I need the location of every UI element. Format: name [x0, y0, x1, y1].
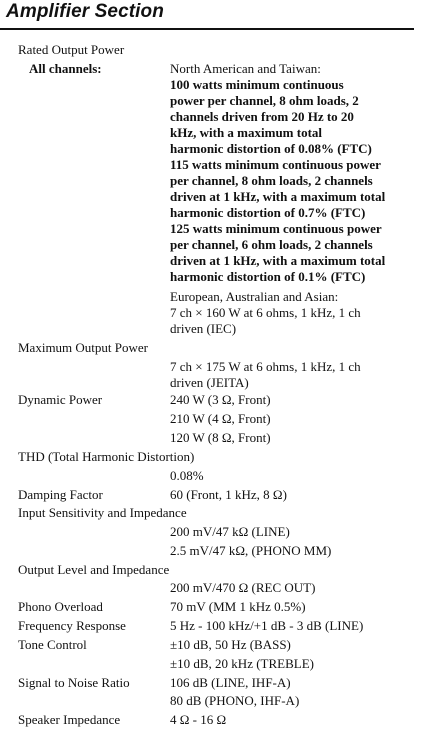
spec-line: 125 watts minimum continuous power	[170, 221, 382, 236]
spec-line: 120 W (8 Ω, Front)	[170, 430, 271, 445]
spec-line: 7 ch × 175 W at 6 ohms, 1 kHz, 1 ch	[170, 359, 361, 374]
output-level-value: 200 mV/470 Ω (REC OUT)	[170, 580, 316, 595]
speaker-impedance-label: Speaker Impedance	[18, 712, 121, 727]
spec-line: harmonic distortion of 0.1% (FTC)	[170, 269, 366, 284]
phono-overload-value: 70 mV (MM 1 kHz 0.5%)	[170, 599, 306, 614]
spec-line: ±10 dB, 50 Hz (BASS)	[170, 637, 291, 652]
phono-overload-label: Phono Overload	[18, 599, 103, 614]
spec-line: kHz, with a maximum total	[170, 125, 323, 140]
spec-line: 210 W (4 Ω, Front)	[170, 411, 271, 426]
spec-line: 106 dB (LINE, IHF-A)	[170, 675, 291, 690]
spec-line: harmonic distortion of 0.7% (FTC)	[170, 205, 366, 220]
section-header	[0, 0, 422, 34]
thd-heading: THD (Total Harmonic Distortion)	[18, 449, 195, 464]
output-level-heading: Output Level and Impedance	[18, 562, 170, 577]
spec-line: 240 W (3 Ω, Front)	[170, 392, 271, 407]
snr-label: Signal to Noise Ratio	[18, 675, 130, 690]
spec-line: North American and Taiwan:	[170, 61, 321, 76]
all-channels-label: All channels:	[29, 61, 102, 76]
spec-line: driven at 1 kHz, with a maximum total	[170, 189, 386, 204]
spec-line: channels driven from 20 Hz to 20	[170, 109, 354, 124]
input-sensitivity-heading: Input Sensitivity and Impedance	[18, 505, 187, 520]
damping-factor-value: 60 (Front, 1 kHz, 8 Ω)	[170, 487, 287, 502]
spec-line: 7 ch × 160 W at 6 ohms, 1 kHz, 1 ch	[170, 305, 361, 320]
frequency-response-value: 5 Hz - 100 kHz/+1 dB - 3 dB (LINE)	[170, 618, 364, 633]
spec-line: driven at 1 kHz, with a maximum total	[170, 253, 386, 268]
rated-output-power-heading: Rated Output Power	[18, 42, 125, 57]
spec-line: 115 watts minimum continuous power	[170, 157, 381, 172]
spec-line: European, Australian and Asian:	[170, 289, 339, 304]
thd-value: 0.08%	[170, 468, 204, 483]
spec-line: 2.5 mV/47 kΩ, (PHONO MM)	[170, 543, 332, 558]
maximum-output-power-heading: Maximum Output Power	[18, 340, 148, 355]
damping-factor-label: Damping Factor	[18, 487, 103, 502]
speaker-impedance-value: 4 Ω - 16 Ω	[170, 712, 227, 727]
dynamic-power-label: Dynamic Power	[18, 392, 103, 407]
spec-line: harmonic distortion of 0.08% (FTC)	[170, 141, 372, 156]
spec-line: 100 watts minimum continuous	[170, 77, 344, 92]
spec-line: ±10 dB, 20 kHz (TREBLE)	[170, 656, 314, 671]
tone-control-label: Tone Control	[18, 637, 87, 652]
spec-line: per channel, 8 ohm loads, 2 channels	[170, 173, 373, 188]
spec-line: power per channel, 8 ohm loads, 2	[170, 93, 359, 108]
header-rule	[0, 28, 414, 30]
frequency-response-label: Frequency Response	[18, 618, 126, 633]
spec-line: per channel, 6 ohm loads, 2 channels	[170, 237, 373, 252]
spec-line: driven (JEITA)	[170, 375, 249, 390]
spec-line: driven (IEC)	[170, 321, 237, 336]
spec-line: 200 mV/47 kΩ (LINE)	[170, 524, 290, 539]
section-title: Amplifier Section	[6, 1, 164, 22]
spec-line: 80 dB (PHONO, IHF-A)	[170, 693, 300, 708]
